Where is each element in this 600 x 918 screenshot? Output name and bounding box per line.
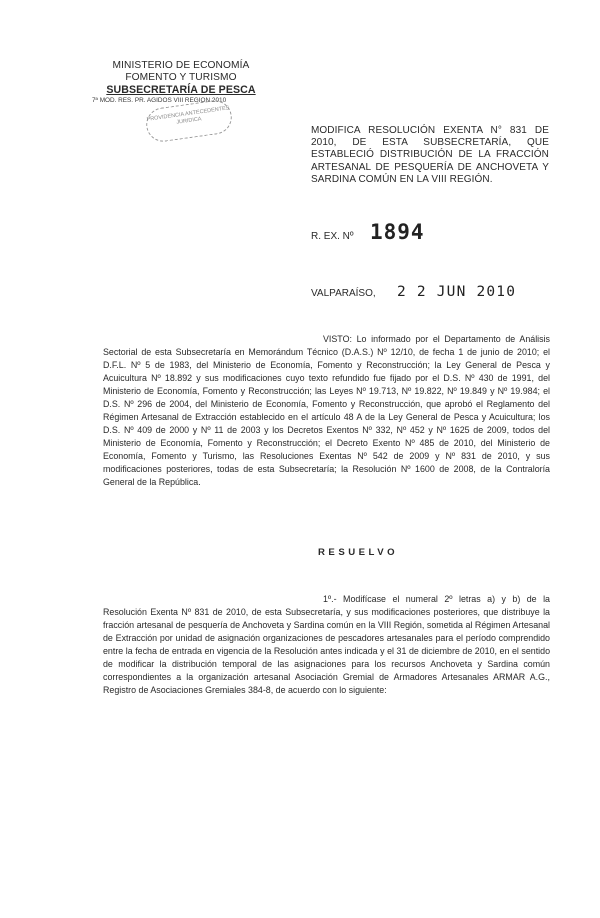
- ministry-name: MINISTERIO DE ECONOMÍA: [112, 60, 250, 71]
- document-subject: MODIFICA RESOLUCIÓN EXENTA N° 831 DE 2010, DE ESTA SUBSECRETARÍA, QUE ESTABLECIÓ DISTRIBUCIÓN DE LA FRACCIÓN ARTESANAL DE PESQUERÍA DE ANCHOVETA Y SARDINA COMÚN EN LA VIII REGIÓN.: [311, 125, 549, 185]
- visto-paragraph: VISTO: Lo informado por el Departamento de Análisis Sectorial de esta Subsecretaría en Memorándum Técnico (D.A.S.) Nº 12/10, de fecha 1 de junio de 2010; el D.F.L. Nº 5 de 1983, del Ministerio de Economía, Fomento y Reconstrucción; la Ley General de Pesca y Acuicultura Nº 18.892 y sus modificaciones cuyo texto refundido fue fijado por el D.S. Nº 430 de 1991, del Ministerio de Economía, Fomento y Reconstrucción; las Leyes Nº 19.713, Nº 19.822, Nº 19.849 y Nº 19.984; el D.S. Nº 296 de 2004, del Ministerio de Economía, Fomento y Reconstrucción, que aprobó el Reglamento del Régimen Artesanal de Extracción establecido en el artículo 48 A de la Ley General de Pesca y Acuicultura; los D.S. Nº 409 de 2000 y Nº 11 de 2003 y los Decretos Exentos Nº 332, Nº 452 y Nº 1625 de 2009, todos del Ministerio de Economía, Fomento y Reconstrucción; el Decreto Exento Nº 485 de 2010, del Ministerio de Economía, Fomento y Turismo, las Resoluciones Exentas Nº 542 de 2009 y Nº 831 de 2010, y sus modificaciones posteriores, todas de esta Subsecretaría; la Resolución Nº 1600 de 2008, de la Contraloría General de la República.: [103, 334, 550, 487]
- resolution-number: 1894: [370, 220, 425, 244]
- place-label: VALPARAÍSO,: [311, 288, 376, 299]
- reference-code: 7ª MOD. RES. PR. AGIDOS VIII REGION 2010: [92, 97, 227, 104]
- resuelvo-heading: RESUELVO: [318, 547, 399, 558]
- letterhead: [92, 60, 266, 106]
- subsecretariat-name: SUBSECRETARÍA DE PESCA: [106, 84, 256, 96]
- resuelvo-paragraph: 1º.- Modifícase el numeral 2º letras a) y b) de la Resolución Exenta Nº 831 de 2010, de esta Subsecretaría, y sus modificaciones posteriores, que distribuye la fracción artesanal de pesquería de Anchoveta y Sardina común en la VIII Región, sometida al Régimen Artesanal de Extracción por unidad de asignación organizaciones de pescadores artesanales para el período comprendido entre la fecha de entrada en vigencia de la Resolución antes indicada y el 31 de diciembre de 2010, en el sentido de modificar la distribución temporal de las asignaciones para los recursos Anchoveta y Sardina común correspondientes a la organización artesanal Asociación Gremial de Armadores Artesanales ARMAR A.G., Registro de Asociaciones Gremiales 384-8, de acuerdo con lo siguiente:: [103, 594, 550, 695]
- ministry-subtitle: FOMENTO Y TURISMO: [125, 72, 237, 83]
- resolution-label: R. EX. Nº: [311, 231, 354, 242]
- date-stamp: 2 2 JUN 2010: [397, 284, 517, 300]
- ink-stamp: PROVIDENCIA ANTECEDENTES JURIDICA: [144, 98, 234, 144]
